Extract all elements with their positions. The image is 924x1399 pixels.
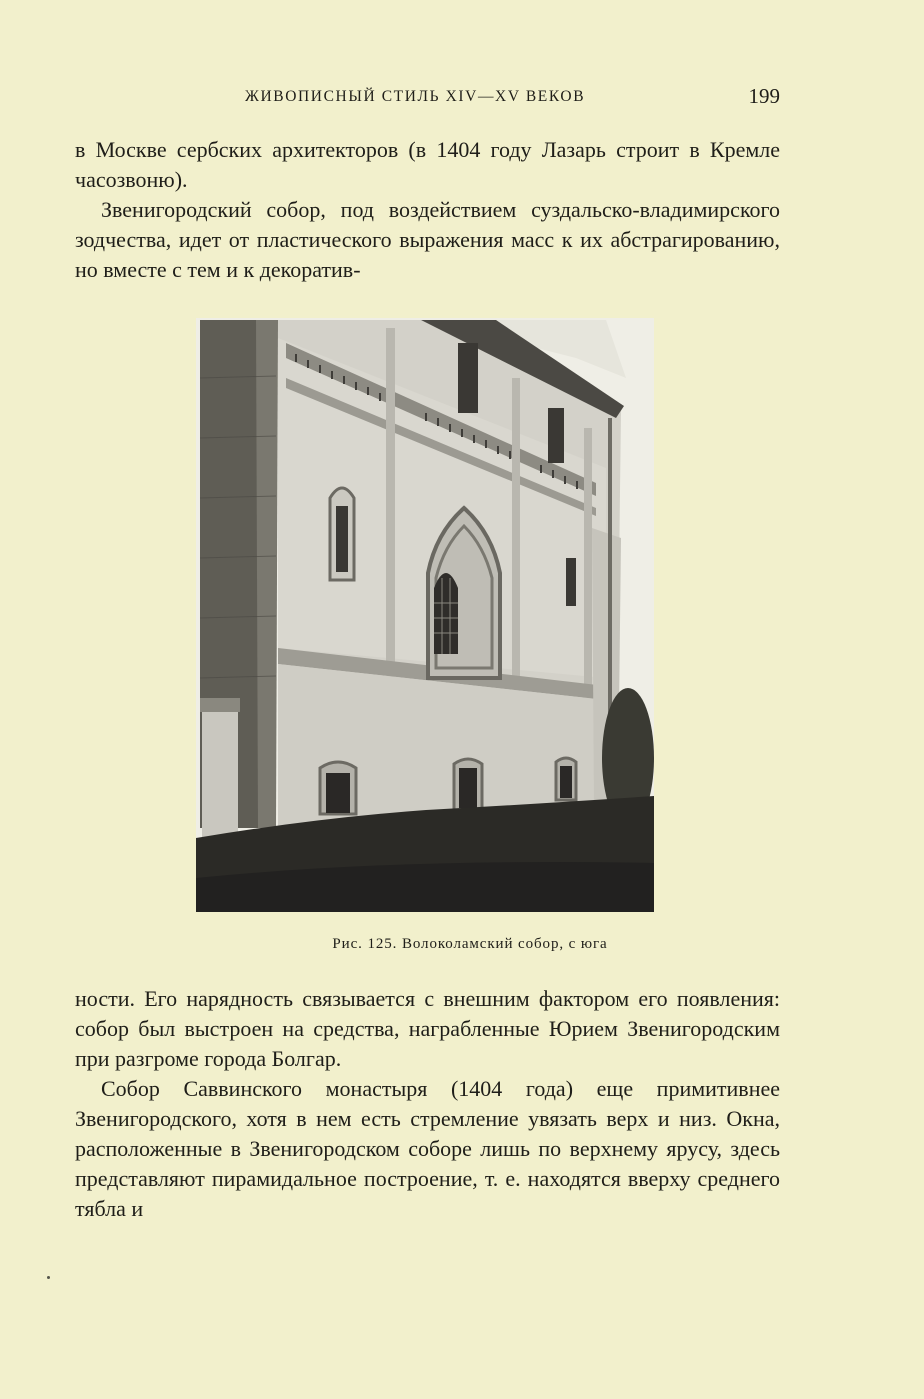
cathedral-photograph [196, 318, 654, 912]
body-text-top [75, 135, 780, 285]
figure-caption: Рис. 125. Волоколамский собор, с юга [332, 936, 608, 952]
paper-speck [47, 1276, 50, 1279]
page-header [75, 84, 780, 114]
paragraph: в Москве сербских архитекторов (в 1404 году Лазарь строит в Кремле часозвоню). [75, 137, 780, 192]
paragraph: ности. Его нарядность связывается с внешним фактором его появления: собор был выстроен на средства, награбленные Юрием Звенигородским при разгроме города Болгар. [75, 986, 780, 1071]
photo-illustration [196, 318, 654, 912]
body-text-bottom [75, 984, 780, 1224]
page-number: 199 [748, 84, 780, 108]
paragraph: Звенигородский собор, под воздействием суздальско-владимирского зодчества, идет от пластического выражения масс к их абстрагированию, но вместе с тем и к декоратив- [75, 197, 780, 282]
running-head: ЖИВОПИСНЫЙ СТИЛЬ XIV—XV ВЕКОВ [245, 88, 586, 105]
paragraph: Собор Саввинского монастыря (1404 года) еще примитивнее Звенигородского, хотя в нем есть стремление увязать верх и низ. Окна, расположенные в Звенигородском соборе лишь по верхнему ярусу, здесь представляют пирамидальное построение, т. е. находятся вверху среднего тябла и [75, 1076, 780, 1221]
